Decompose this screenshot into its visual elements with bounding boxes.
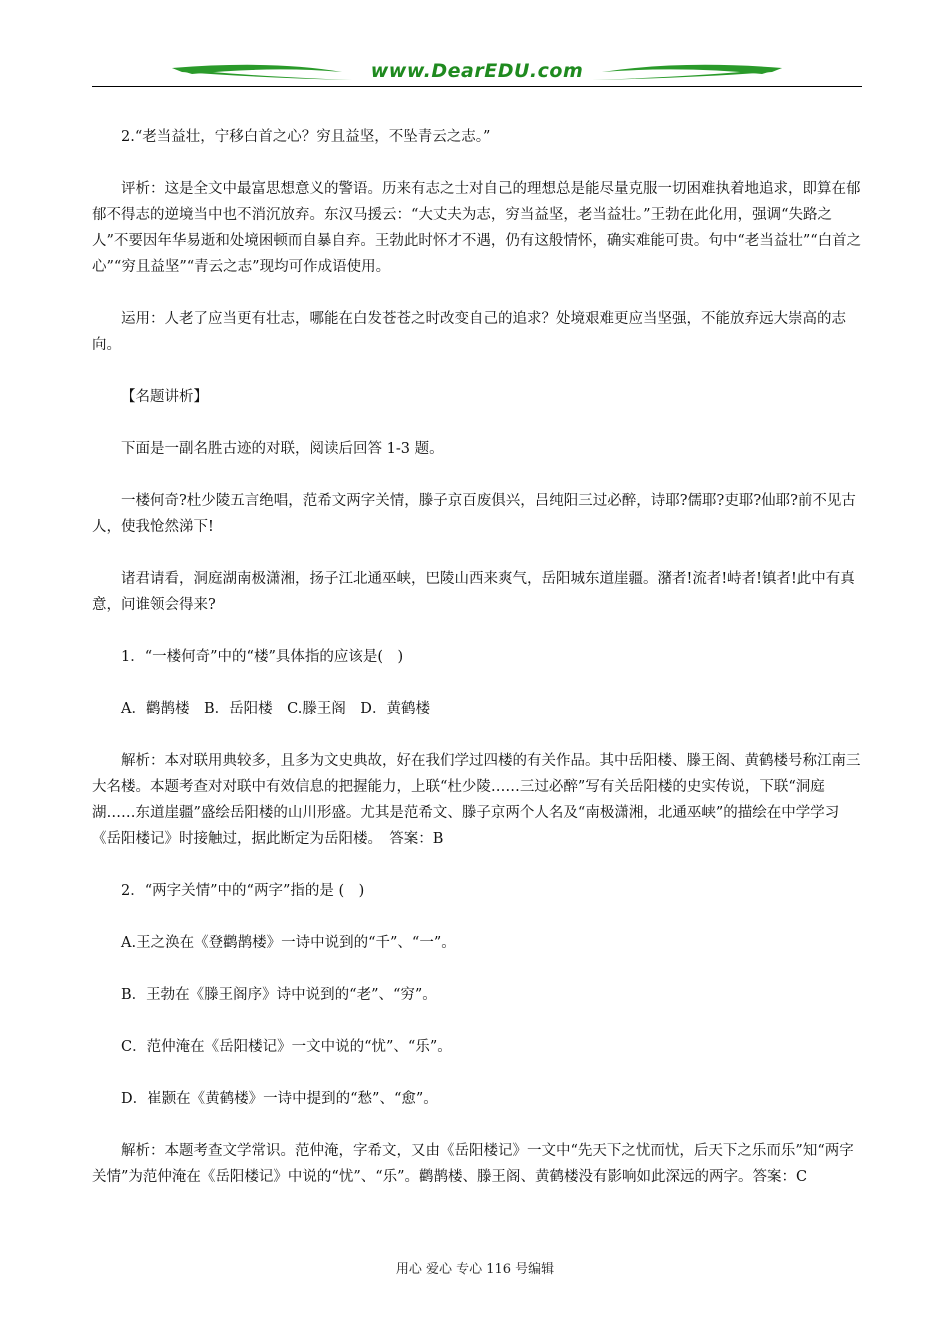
question-2-option-a: A.王之涣在《登鹳鹊楼》一诗中说到的“千”、“一”。 <box>121 935 456 951</box>
quote-heading: 2.“老当益壮，宁移白首之心？穷且益坚，不坠青云之志。” <box>121 129 491 145</box>
question-1: 1．“一楼何奇”中的“楼”具体指的应该是( ) <box>121 649 404 665</box>
couplet-second-line: 诸君请看，洞庭湖南极潇湘，扬子江北通巫峡，巴陵山西来爽气，岳阳城东道崖疆。潴者!流者!峙者!镇者!此中有真意，问谁领会得来? <box>92 571 855 613</box>
question-2: 2．“两字关情”中的“两字”指的是 ( ) <box>121 883 365 899</box>
question-2-analysis: 解析：本题考查文学常识。范仲淹，字希文，又由《岳阳楼记》一文中“先天下之忧而忧，后天下之乐而乐”知“两字关情”为范仲淹在《岳阳楼记》中说的“忧”、“乐”。鹳鹊楼、滕王阁、黄鹤楼没有影响如此深远的两字。答案：C <box>92 1143 854 1185</box>
page-footer: 用心 爱心 专心 116 号编辑 <box>395 1262 555 1277</box>
question-2-option-d: D．崔颢在《黄鹤楼》一诗中提到的“愁”、“愈”。 <box>121 1091 438 1107</box>
couplet-first-line: 一楼何奇?杜少陵五言绝唱，范希文两字关情，滕子京百废俱兴，吕纯阳三过必醉，诗耶?儒耶?吏耶?仙耶?前不见古人，使我怆然涕下! <box>92 493 856 535</box>
commentary-paragraph: 评析：这是全文中最富思想意义的警语。历来有志之士对自己的理想总是能尽量克服一切困难执着地追求，即算在郁郁不得志的逆境当中也不消沉放弃。东汉马援云：“大丈夫为志，穷当益坚，老当益壮。”王勃在此化用，强调“失路之人”不要因年华易逝和处境困顿而自暴自弃。王勃此时怀才不遇，仍有这般情怀，确实难能可贵。句中“老当益壮”“白首之心”“穷且益坚”“青云之志”现均可作成语使用。 <box>92 181 862 275</box>
section-title: 【名题讲析】 <box>121 389 208 405</box>
question-2-option-b: B．王勃在《滕王阁序》诗中说到的“老”、“穷”。 <box>121 987 437 1003</box>
site-logo-text[interactable]: www.DearEDU.com <box>370 60 584 82</box>
instruction-paragraph: 下面是一副名胜古迹的对联，阅读后回答 1-3 题。 <box>121 441 444 457</box>
question-1-analysis: 解析：本对联用典较多，且多为文史典故，好在我们学过四楼的有关作品。其中岳阳楼、滕王阁、黄鹤楼号称江南三大名楼。本题考查对对联中有效信息的把握能力，上联“杜少陵……三过必醉”写有关岳阳楼的史实传说，下联“洞庭湖……东道崖疆”盛绘岳阳楼的山川形盛。尤其是范希文、滕子京两个人名及“南极潇湘，北通巫峡”的描绘在中学学习《岳阳楼记》时接触过，据此断定为岳阳楼。 答案：B <box>92 753 861 847</box>
question-2-option-c: C．范仲淹在《岳阳楼记》一文中说的“忧”、“乐”。 <box>121 1039 452 1055</box>
page-header <box>92 58 862 90</box>
application-paragraph: 运用：人老了应当更有壮志，哪能在白发苍苍之时改变自己的追求？处境艰难更应当坚强，不能放弃远大崇高的志向。 <box>92 311 846 353</box>
document-body <box>92 124 862 1190</box>
question-1-options: A．鹳鹊楼 B．岳阳楼 C.滕王阁 D．黄鹤楼 <box>121 701 430 717</box>
header-rule <box>92 86 862 87</box>
